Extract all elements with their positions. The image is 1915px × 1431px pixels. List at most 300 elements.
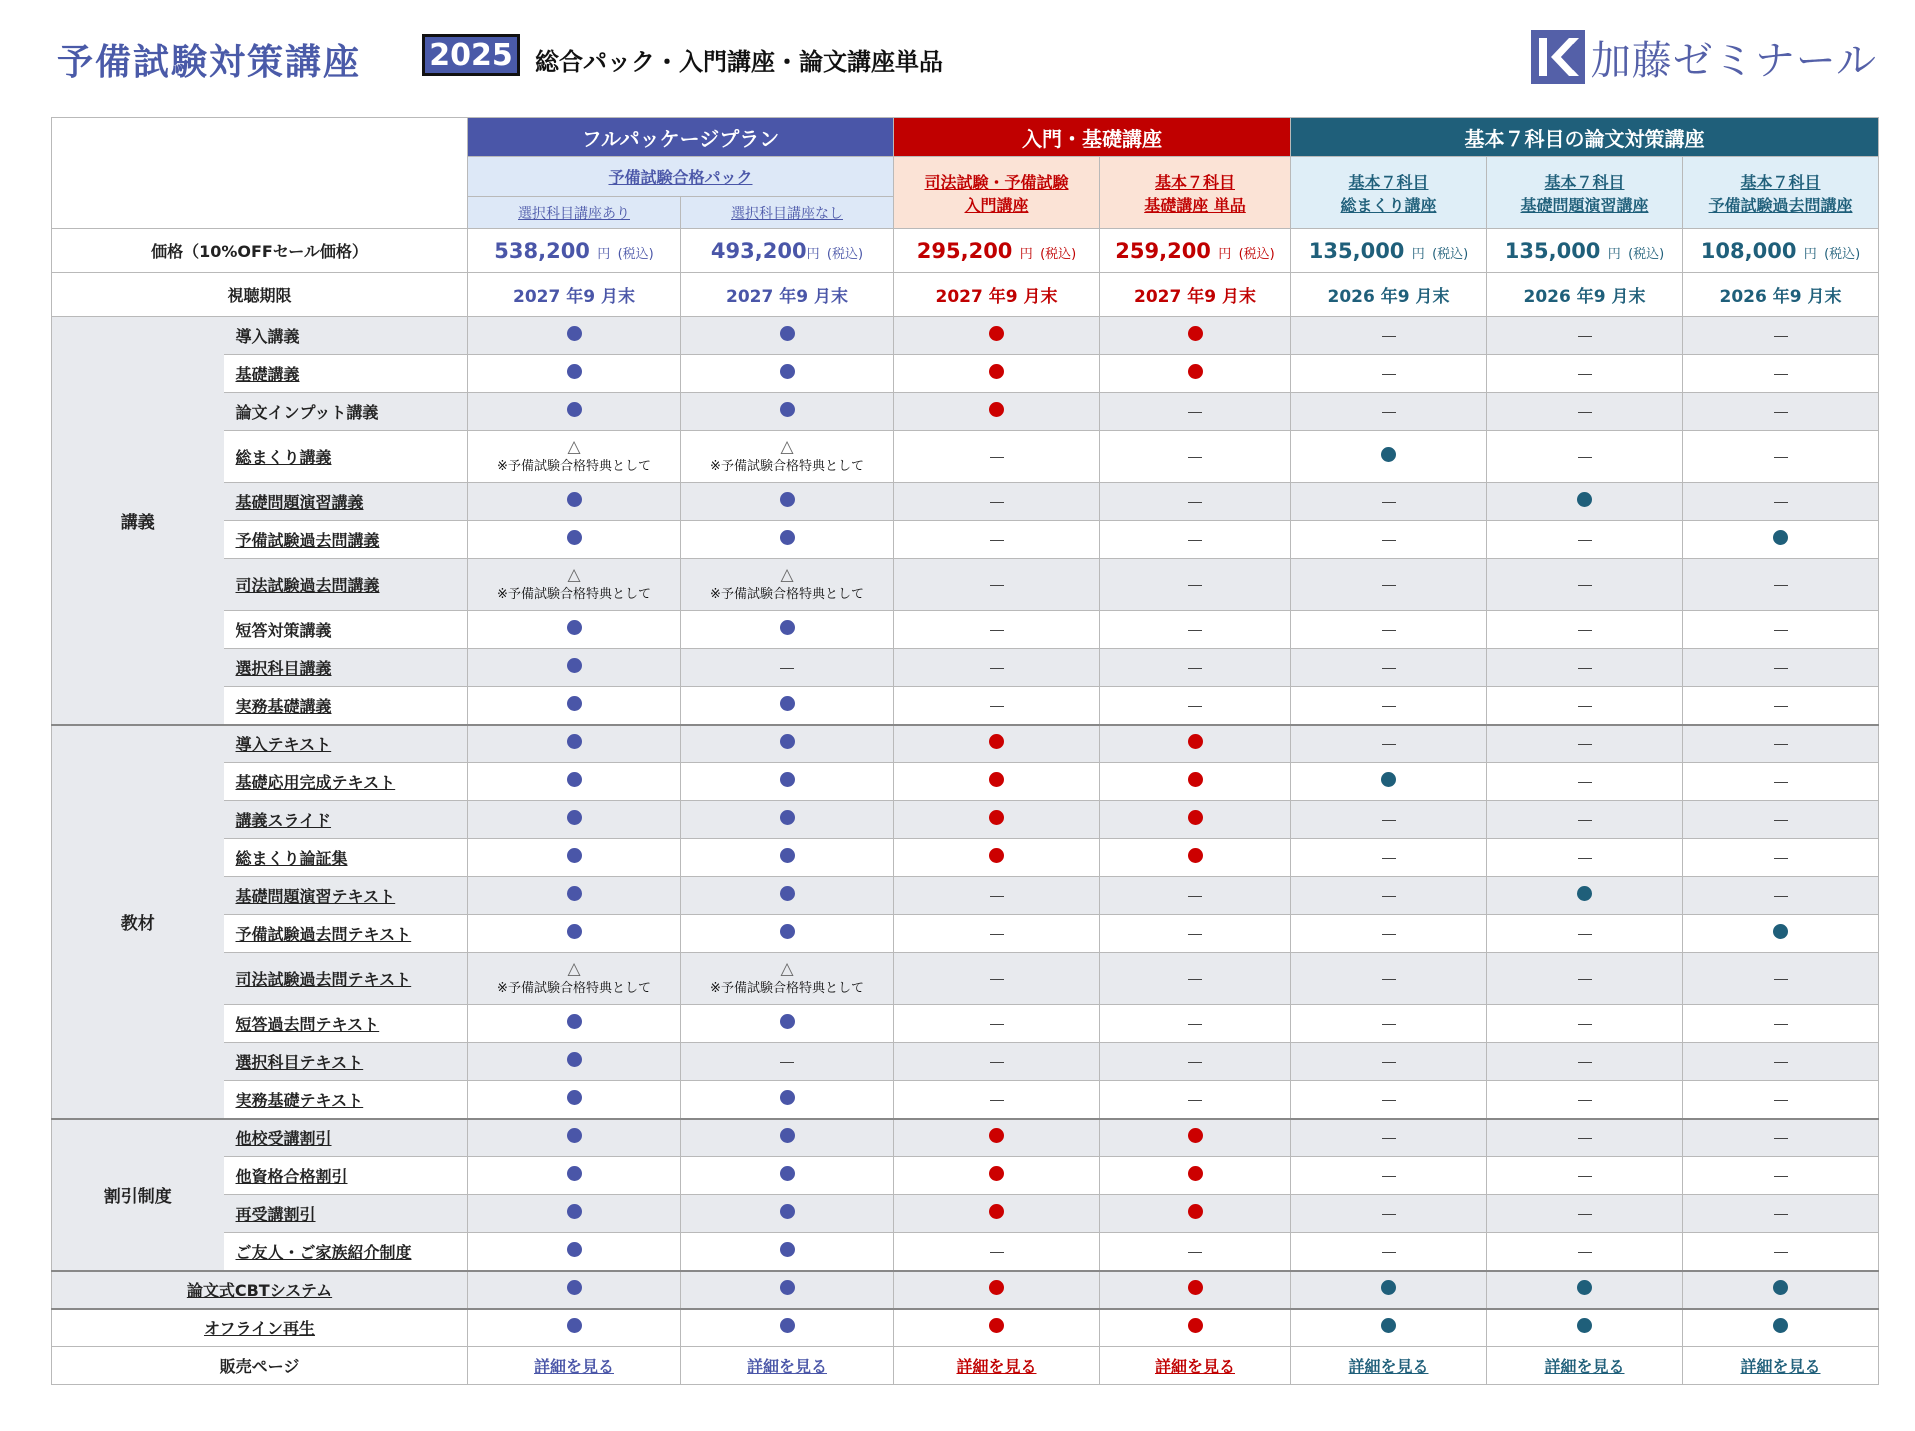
table-row <box>52 953 1879 1005</box>
included-icon <box>780 402 795 417</box>
included-icon <box>780 492 795 507</box>
triangle-icon: △ <box>567 959 581 979</box>
not-included-icon <box>1774 412 1788 413</box>
header-corner <box>52 118 468 229</box>
not-included-icon <box>1578 1176 1592 1177</box>
row-label-cbt[interactable]: 論文式CBTシステム <box>52 1271 468 1309</box>
not-included-icon <box>1774 858 1788 859</box>
period-value: 2026 年9 月末 <box>1291 273 1487 317</box>
not-included-icon <box>990 979 1004 980</box>
brand-logo[interactable] <box>1531 30 1877 84</box>
detail-link[interactable]: 詳細を見る <box>1348 1357 1429 1376</box>
not-included-icon <box>1774 374 1788 375</box>
not-included-icon <box>1188 706 1202 707</box>
table-row <box>52 355 1879 393</box>
plan-intro-b-line1[interactable]: 基本７科目 <box>1154 172 1235 192</box>
category-material: 教材 <box>52 725 224 1119</box>
row-label-sales: 販売ページ <box>52 1347 468 1385</box>
category-lecture: 講義 <box>52 317 224 725</box>
included-icon <box>780 924 795 939</box>
bonus-note: ※予備試験合格特典として <box>710 981 864 996</box>
included-icon <box>1381 1318 1396 1333</box>
price-unit: 円 <box>1607 246 1621 262</box>
not-included-icon <box>1382 630 1396 631</box>
included-icon <box>780 1014 795 1029</box>
table-row <box>52 1309 1879 1347</box>
plan-essay-c-line1[interactable]: 基本７科目 <box>1740 172 1821 192</box>
price-cell <box>894 229 1100 273</box>
included-icon <box>989 1318 1004 1333</box>
included-icon <box>989 1166 1004 1181</box>
price-cell <box>1100 229 1291 273</box>
not-included-icon <box>1578 1024 1592 1025</box>
price-tax: (税込) <box>1824 246 1861 262</box>
included-icon <box>989 734 1004 749</box>
plan-full-b[interactable] <box>681 197 894 229</box>
included-icon <box>1188 734 1203 749</box>
table-row <box>52 1233 1879 1271</box>
price-value: 493,200 <box>710 238 807 263</box>
not-included-icon <box>1578 668 1592 669</box>
row-label: 短答対策講義 <box>224 611 468 649</box>
included-icon <box>989 772 1004 787</box>
included-icon <box>780 886 795 901</box>
included-icon <box>1188 326 1203 341</box>
included-icon <box>780 1204 795 1219</box>
included-icon <box>567 1090 582 1105</box>
included-icon <box>1773 530 1788 545</box>
included-icon <box>567 1014 582 1029</box>
group-header-intro: 入門・基礎講座 <box>894 118 1291 157</box>
plan-intro-b-line2[interactable]: 基礎講座 単品 <box>1144 195 1246 215</box>
included-icon <box>567 1204 582 1219</box>
not-included-icon <box>1774 1062 1788 1063</box>
row-label[interactable]: 基礎問題演習講義 <box>224 483 468 521</box>
table-row <box>52 839 1879 877</box>
table-row <box>52 431 1879 483</box>
included-icon <box>1188 1204 1203 1219</box>
period-value: 2026 年9 月末 <box>1683 273 1879 317</box>
not-included-icon <box>1578 1252 1592 1253</box>
included-icon <box>989 1280 1004 1295</box>
included-icon <box>989 848 1004 863</box>
not-included-icon <box>1578 782 1592 783</box>
price-unit: 円 <box>1019 246 1033 262</box>
not-included-icon <box>990 1100 1004 1101</box>
price-row <box>52 229 1879 273</box>
table-row <box>52 915 1879 953</box>
not-included-icon <box>1774 457 1788 458</box>
not-included-icon <box>1774 502 1788 503</box>
price-unit: 円 <box>806 246 820 262</box>
bonus-note: ※予備試験合格特典として <box>710 459 864 474</box>
price-value: 135,000 <box>1504 238 1601 263</box>
included-icon <box>567 658 582 673</box>
period-value: 2027 年9 月末 <box>681 273 894 317</box>
price-unit: 円 <box>597 246 611 262</box>
not-included-icon <box>1578 540 1592 541</box>
row-label[interactable]: 他校受講割引 <box>224 1119 468 1157</box>
not-included-icon <box>1382 540 1396 541</box>
included-icon <box>1188 364 1203 379</box>
plan-essay-b-line1[interactable]: 基本７科目 <box>1544 172 1625 192</box>
not-included-icon <box>1578 706 1592 707</box>
not-included-icon <box>1774 820 1788 821</box>
not-included-icon <box>1774 1214 1788 1215</box>
not-included-icon <box>1188 540 1202 541</box>
price-tax: (税込) <box>1432 246 1469 262</box>
included-icon <box>780 1128 795 1143</box>
not-included-icon <box>990 668 1004 669</box>
plan-essay-b[interactable] <box>1487 157 1683 229</box>
detail-link[interactable]: 詳細を見る <box>746 1357 827 1376</box>
not-included-icon <box>1382 1062 1396 1063</box>
not-included-icon <box>1382 896 1396 897</box>
period-row <box>52 273 1879 317</box>
table-row <box>52 877 1879 915</box>
price-value: 259,200 <box>1115 238 1211 263</box>
not-included-icon <box>1578 934 1592 935</box>
not-included-icon <box>1774 896 1788 897</box>
not-included-icon <box>1774 630 1788 631</box>
detail-link[interactable]: 詳細を見る <box>956 1357 1037 1376</box>
price-cell <box>1291 229 1487 273</box>
price-tax: (税込) <box>826 246 864 262</box>
not-included-icon <box>1382 934 1396 935</box>
not-included-icon <box>1578 412 1592 413</box>
price-value: 538,200 <box>494 238 590 263</box>
included-icon <box>1773 1318 1788 1333</box>
page-subtitle: 総合パック・入門講座・論文講座単品 <box>535 48 943 76</box>
not-included-icon <box>1774 1252 1788 1253</box>
not-included-icon <box>1774 1100 1788 1101</box>
plan-full-a-link[interactable]: 選択科目講座あり <box>518 205 630 222</box>
not-included-icon <box>1382 1138 1396 1139</box>
not-included-icon <box>990 502 1004 503</box>
included-icon <box>780 1166 795 1181</box>
included-icon <box>989 1204 1004 1219</box>
not-included-icon <box>1578 1100 1592 1101</box>
not-included-icon <box>1382 979 1396 980</box>
included-icon <box>1773 1280 1788 1295</box>
not-included-icon <box>1382 706 1396 707</box>
included-icon <box>1381 447 1396 462</box>
row-label[interactable]: ご友人・ご家族紹介制度 <box>224 1233 468 1271</box>
row-label[interactable]: 総まくり論証集 <box>224 839 468 877</box>
plan-essay-a-line1[interactable]: 基本７科目 <box>1348 172 1429 192</box>
included-icon <box>989 364 1004 379</box>
not-included-icon <box>1382 1252 1396 1253</box>
table-row <box>52 521 1879 559</box>
included-icon <box>989 810 1004 825</box>
row-label[interactable]: 基礎講義 <box>224 355 468 393</box>
table-row <box>52 763 1879 801</box>
price-label: 価格（10%OFFセール価格） <box>52 229 468 273</box>
included-icon <box>1381 1280 1396 1295</box>
included-icon <box>1188 1280 1203 1295</box>
plan-intro-a[interactable] <box>894 157 1100 229</box>
not-included-icon <box>1774 1176 1788 1177</box>
plan-essay-a-line2[interactable]: 総まくり講座 <box>1340 195 1437 215</box>
included-icon <box>1188 1166 1203 1181</box>
included-icon <box>1577 886 1592 901</box>
included-icon <box>567 1280 582 1295</box>
triangle-icon: △ <box>780 959 794 979</box>
not-included-icon <box>990 1024 1004 1025</box>
row-label[interactable]: 司法試験過去問講義 <box>224 559 468 611</box>
included-icon <box>1188 772 1203 787</box>
plan-full-pack-link[interactable]: 予備試験合格パック <box>608 168 753 187</box>
included-icon <box>780 530 795 545</box>
row-label[interactable]: 選択科目テキスト <box>224 1043 468 1081</box>
not-included-icon <box>1188 896 1202 897</box>
not-included-icon <box>1188 1062 1202 1063</box>
price-cell <box>1487 229 1683 273</box>
plan-essay-c-line2[interactable]: 予備試験過去問講座 <box>1708 195 1853 215</box>
included-icon <box>780 696 795 711</box>
row-label[interactable]: 導入テキスト <box>224 725 468 763</box>
table-row <box>52 801 1879 839</box>
row-label[interactable]: 基礎応用完成テキスト <box>224 763 468 801</box>
detail-link[interactable]: 詳細を見る <box>533 1357 614 1376</box>
comparison-table <box>51 117 1879 1385</box>
price-cell <box>681 229 894 273</box>
not-included-icon <box>990 630 1004 631</box>
included-icon <box>780 772 795 787</box>
price-value: 135,000 <box>1308 238 1405 263</box>
not-included-icon <box>1578 820 1592 821</box>
not-included-icon <box>1188 934 1202 935</box>
table-row <box>52 483 1879 521</box>
row-label: 導入講義 <box>224 317 468 355</box>
included-icon <box>1188 1318 1203 1333</box>
brand-logo-icon <box>1531 30 1585 84</box>
not-included-icon <box>1774 1138 1788 1139</box>
included-icon <box>780 1318 795 1333</box>
page-title: 予備試験対策講座 <box>57 42 362 83</box>
not-included-icon <box>780 1062 794 1063</box>
not-included-icon <box>1188 585 1202 586</box>
not-included-icon <box>1188 457 1202 458</box>
row-label[interactable]: 短答過去問テキスト <box>224 1005 468 1043</box>
not-included-icon <box>1188 668 1202 669</box>
included-icon <box>1773 924 1788 939</box>
table-row <box>52 1119 1879 1157</box>
not-included-icon <box>1188 412 1202 413</box>
row-label[interactable]: 実務基礎テキスト <box>224 1081 468 1119</box>
plan-essay-a[interactable] <box>1291 157 1487 229</box>
not-included-icon <box>1382 858 1396 859</box>
table-row <box>52 317 1879 355</box>
not-included-icon <box>1578 979 1592 980</box>
not-included-icon <box>1774 706 1788 707</box>
included-icon <box>567 1242 582 1257</box>
row-label[interactable]: 選択科目講義 <box>224 649 468 687</box>
table-row <box>52 725 1879 763</box>
price-unit: 円 <box>1411 246 1425 262</box>
included-icon <box>780 620 795 635</box>
table-row <box>52 1195 1879 1233</box>
included-icon <box>1381 772 1396 787</box>
not-included-icon <box>1578 858 1592 859</box>
not-included-icon <box>990 1252 1004 1253</box>
not-included-icon <box>990 934 1004 935</box>
included-icon <box>1188 848 1203 863</box>
not-included-icon <box>1188 502 1202 503</box>
not-included-icon <box>990 585 1004 586</box>
row-label: 論文インプット講義 <box>224 393 468 431</box>
table-row <box>52 687 1879 725</box>
not-included-icon <box>1382 820 1396 821</box>
table-row <box>52 1157 1879 1195</box>
triangle-icon: △ <box>780 437 794 457</box>
price-tax: (税込) <box>1040 246 1077 262</box>
included-icon <box>567 1318 582 1333</box>
price-cell <box>468 229 681 273</box>
bonus-note: ※予備試験合格特典として <box>497 981 651 996</box>
included-icon <box>567 886 582 901</box>
row-label-offline[interactable]: オフライン再生 <box>52 1309 468 1347</box>
plan-intro-a-line1[interactable]: 司法試験・予備試験 <box>924 172 1069 192</box>
period-value: 2027 年9 月末 <box>468 273 681 317</box>
not-included-icon <box>1578 630 1592 631</box>
not-included-icon <box>1578 374 1592 375</box>
bonus-note: ※予備試験合格特典として <box>497 587 651 602</box>
included-icon <box>567 620 582 635</box>
table-row <box>52 1005 1879 1043</box>
row-label[interactable]: 講義スライド <box>224 801 468 839</box>
row-label[interactable]: 司法試験過去問テキスト <box>224 953 468 1005</box>
price-unit: 円 <box>1218 246 1232 262</box>
not-included-icon <box>1382 374 1396 375</box>
not-included-icon <box>780 668 794 669</box>
not-included-icon <box>1382 1214 1396 1215</box>
plan-essay-b-line2[interactable]: 基礎問題演習講座 <box>1520 195 1649 215</box>
row-label[interactable]: 他資格合格割引 <box>224 1157 468 1195</box>
included-icon <box>780 326 795 341</box>
included-icon <box>1188 1128 1203 1143</box>
not-included-icon <box>1578 585 1592 586</box>
included-icon <box>567 772 582 787</box>
not-included-icon <box>1188 1100 1202 1101</box>
not-included-icon <box>1188 1024 1202 1025</box>
period-value: 2027 年9 月末 <box>894 273 1100 317</box>
not-included-icon <box>1578 1214 1592 1215</box>
not-included-icon <box>1382 502 1396 503</box>
plan-essay-c[interactable] <box>1683 157 1879 229</box>
not-included-icon <box>1774 744 1788 745</box>
included-icon <box>1577 492 1592 507</box>
not-included-icon <box>1382 412 1396 413</box>
price-cell <box>1683 229 1879 273</box>
price-tax: (税込) <box>617 246 654 262</box>
group-header-full: フルパッケージプラン <box>468 118 894 157</box>
included-icon <box>780 734 795 749</box>
included-icon <box>567 810 582 825</box>
not-included-icon <box>1382 1024 1396 1025</box>
period-value: 2026 年9 月末 <box>1487 273 1683 317</box>
not-included-icon <box>1578 457 1592 458</box>
not-included-icon <box>1188 979 1202 980</box>
included-icon <box>989 402 1004 417</box>
plan-intro-a-line2[interactable]: 入門講座 <box>964 195 1029 215</box>
included-icon <box>567 1052 582 1067</box>
not-included-icon <box>1382 585 1396 586</box>
included-icon <box>567 924 582 939</box>
table-row <box>52 611 1879 649</box>
not-included-icon <box>1774 668 1788 669</box>
included-icon <box>780 364 795 379</box>
row-label[interactable]: 予備試験過去問テキスト <box>224 915 468 953</box>
detail-link[interactable]: 詳細を見る <box>1544 1357 1625 1376</box>
included-icon <box>567 364 582 379</box>
not-included-icon <box>990 1062 1004 1063</box>
not-included-icon <box>1382 668 1396 669</box>
page-header <box>57 30 1877 100</box>
not-included-icon <box>1188 630 1202 631</box>
table-row <box>52 649 1879 687</box>
included-icon <box>780 1242 795 1257</box>
row-label[interactable]: 再受講割引 <box>224 1195 468 1233</box>
not-included-icon <box>1382 1176 1396 1177</box>
not-included-icon <box>1774 979 1788 980</box>
row-label[interactable]: 総まくり講義 <box>224 431 468 483</box>
row-label[interactable]: 基礎問題演習テキスト <box>224 877 468 915</box>
price-tax: (税込) <box>1238 246 1275 262</box>
included-icon <box>989 1128 1004 1143</box>
price-tax: (税込) <box>1628 246 1665 262</box>
row-label[interactable]: 予備試験過去問講義 <box>224 521 468 559</box>
detail-link[interactable]: 詳細を見る <box>1154 1357 1235 1376</box>
included-icon <box>1188 810 1203 825</box>
not-included-icon <box>1382 336 1396 337</box>
included-icon <box>567 530 582 545</box>
detail-link[interactable]: 詳細を見る <box>1740 1357 1821 1376</box>
not-included-icon <box>1774 1024 1788 1025</box>
included-icon <box>567 734 582 749</box>
not-included-icon <box>1774 782 1788 783</box>
price-value: 108,000 <box>1700 238 1797 263</box>
row-label[interactable]: 実務基礎講義 <box>224 687 468 725</box>
plan-full-pack[interactable] <box>468 157 894 197</box>
bonus-note: ※予備試験合格特典として <box>710 587 864 602</box>
plan-full-a[interactable] <box>468 197 681 229</box>
plan-intro-b[interactable] <box>1100 157 1291 229</box>
period-label: 視聴期限 <box>52 273 468 317</box>
included-icon <box>567 492 582 507</box>
plan-full-b-link[interactable]: 選択科目講座なし <box>731 205 843 222</box>
included-icon <box>780 810 795 825</box>
included-icon <box>567 696 582 711</box>
not-included-icon <box>1578 744 1592 745</box>
bonus-note: ※予備試験合格特典として <box>497 459 651 474</box>
triangle-icon: △ <box>567 565 581 585</box>
not-included-icon <box>990 896 1004 897</box>
not-included-icon <box>1382 744 1396 745</box>
table-row <box>52 1081 1879 1119</box>
not-included-icon <box>1774 585 1788 586</box>
included-icon <box>567 1166 582 1181</box>
included-icon <box>567 1128 582 1143</box>
included-icon <box>780 1090 795 1105</box>
included-icon <box>780 848 795 863</box>
not-included-icon <box>1188 1252 1202 1253</box>
included-icon <box>1577 1318 1592 1333</box>
period-value: 2027 年9 月末 <box>1100 273 1291 317</box>
included-icon <box>989 326 1004 341</box>
group-header-essay: 基本７科目の論文対策講座 <box>1291 118 1879 157</box>
not-included-icon <box>990 457 1004 458</box>
